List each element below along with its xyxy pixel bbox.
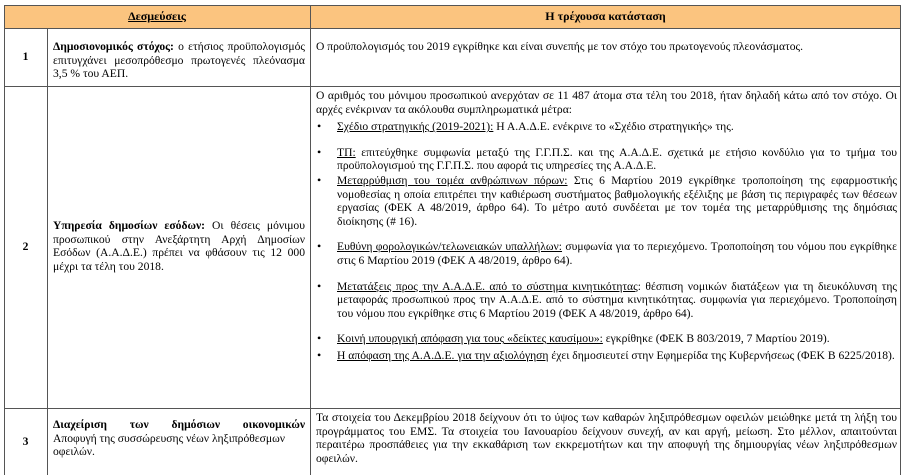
header-cell-status	[310, 5, 901, 28]
list-item-text: Η Α.Α.Δ.Ε. ενέκρινε το «Σχέδιο στρατηγικής» της.	[493, 120, 734, 134]
bullet-icon: •	[317, 119, 322, 134]
list-item	[316, 146, 897, 173]
commitment-text: ο ετήσιος προϋπολογισμός επιτυγχάνει μεσοπρόθεσμο πρωτογενές πλεόνασμα 3,5 % του ΑΕΠ.	[53, 40, 305, 81]
bullet-icon: •	[317, 331, 322, 346]
list-item-lead: Σχέδιο στρατηγικής (2019-2021):	[337, 120, 494, 134]
bullet-icon: •	[317, 278, 322, 293]
list-item	[316, 120, 897, 134]
table-border-right	[900, 5, 901, 475]
table-border-left	[4, 5, 5, 475]
commitment-cell	[53, 40, 305, 84]
status-text: Τα στοιχεία του Δεκεμβρίου 2018 δείχνουν ότι το ύψος των καθαρών ληξιπρόθεσμων οφειλών μειώθηκε μετά τη λήξη του προγράμματος του ΕΜΣ. Τα στοιχεία του Ιανουαρίου δείχνουν συνεχή, αν και αργή, μείωση. Στο μέλλον, απαιτούνται περαιτέρω προσπάθειες για την εκκαθάριση των εκκρεμοτήτων και την αποφυγή της δημιουργίας νέων ληξιπρόθεσμων οφειλών.	[316, 411, 897, 465]
list-item-lead: Μεταρρύθμιση του τομέα ανθρώπινων πόρων:	[337, 173, 568, 187]
list-item	[316, 174, 897, 228]
list-item-lead: Κοινή υπουργική απόφαση για τους «δείκτες καυσίμου»:	[337, 332, 603, 346]
status-intro: Ο αριθμός του μόνιμου προσωπικού ανερχόταν σε 11 487 άτομα στα τέλη του 2018, ήταν δηλαδή κάτω από τον στόχο. Οι αρχές ενέκριναν τα ακόλουθα συμπληρωματικά μέτρα:	[316, 89, 897, 116]
header-commitments: Δεσμεύσεις	[128, 9, 186, 23]
list-item-text: Στις 6 Μαρτίου 2019 εγκρίθηκε τροποποίηση της εφαρμοστικής νομοθεσίας η οποία επιτρέπει την καθιέρωση συστήματος βαθμολογικής εξέλιξης με βάση τις περιγραφές των θέσεων εργασίας (ΦΕΚ Α 48/2019, άρθρο 64). Το μέτρο αυτό συνδέεται με τον τομέα της μεταρρύθμισης της δημόσιας διοίκησης (# 16).	[337, 173, 897, 228]
status-cell	[316, 411, 897, 475]
header-cell-commitments	[4, 5, 310, 28]
commitment-title: Δημοσιονομικός στόχος:	[53, 40, 174, 53]
commitment-text: Οι θέσεις μόνιμου προσωπικού στην Ανεξάρτητη Αρχή Δημοσίων Εσόδων (Α.Α.Δ.Ε.) πρέπει να φθάσουν τις 12 000 μέχρι τα τέλη του 2018.	[53, 219, 305, 273]
list-item-lead: ΤΠ:	[337, 145, 356, 159]
status-cell	[316, 89, 897, 407]
commitment-title: Υπηρεσία δημοσίων εσόδων:	[53, 219, 206, 232]
list-item	[316, 349, 897, 363]
list-item-text: εγκρίθηκε (ΦΕΚ Β 803/2019, 7 Μαρτίου 2019).	[602, 332, 830, 346]
status-text: Ο προϋπολογισμός του 2019 εγκρίθηκε και είναι συνεπής με τον στόχο του πρωτογενούς πλεονάσματος.	[316, 40, 804, 53]
row-divider	[4, 86, 901, 87]
list-item-text: επιτεύχθηκε συμφωνία μεταξύ της Γ.Γ.Π.Σ. και της Α.Α.Δ.Ε. σχετικά με ετήσιο κονδύλιο για το τμήμα του προϋπολογισμού της Γ.Γ.Π.Σ. που αφορά τις υπηρεσίες της Α.Α.Δ.Ε.	[337, 145, 897, 173]
bullet-icon: •	[317, 347, 322, 362]
list-item-lead: Η απόφαση της Α.Α.Δ.Ε. για την αξιολόγηση	[337, 348, 549, 362]
row-number: 3	[22, 435, 29, 448]
status-cell	[316, 40, 896, 60]
commitment-cell	[53, 219, 305, 279]
column-divider	[47, 28, 48, 475]
commitments-table	[4, 5, 901, 475]
bullet-icon: •	[317, 144, 322, 159]
list-item-text: έχει δημοσιευτεί στην Εφημερίδα της Κυβερνήσεως (ΦΕΚ Β 6225/2018).	[548, 348, 895, 362]
bullet-icon: •	[317, 172, 322, 187]
row-divider	[4, 28, 901, 29]
row-divider	[4, 408, 901, 409]
list-item-lead: Μετατάξεις προς την Α.Α.Δ.Ε. από το σύστημα κινητικότητας	[337, 279, 638, 293]
column-divider	[310, 5, 311, 475]
list-item-text: : θέσπιση νομικών διατάξεων για τη διευκόλυνση της μεταφοράς προσωπικού προς την Α.Α.Δ.Ε. από το σύστημα κινητικότητας. συμφωνία για περιεχόμενο. Τροποποίηση του νόμου που εγκρίθηκε στις 6 Μαρτίου 2019 (ΦΕΚ Α 48/2019, άρθρο 64).	[337, 279, 897, 320]
header-status: Η τρέχουσα κατάσταση	[545, 9, 666, 23]
list-item	[316, 240, 897, 267]
commitment-title: Διαχείριση των δημόσιων οικονομικών	[53, 418, 305, 431]
bullet-icon: •	[317, 239, 322, 254]
commitment-cell	[53, 418, 305, 474]
commitment-text: Αποφυγή της συσσώρευσης νέων ληξιπρόθεσμων οφειλών.	[53, 431, 286, 459]
row-number: 2	[22, 240, 29, 253]
list-item-text: συμφωνία για το περιεχόμενο. Τροποποίηση του νόμου που εγκρίθηκε στις 6 Μαρτίου 2019 (ΦΕΚ Α 48/2019, άρθρο 64).	[337, 240, 897, 267]
list-item	[316, 280, 897, 321]
list-item	[316, 332, 897, 346]
table-border-top	[4, 5, 901, 6]
row-number: 1	[22, 50, 29, 63]
list-item-lead: Ευθύνη φορολογικών/τελωνειακών υπαλλήλων:	[337, 240, 563, 254]
